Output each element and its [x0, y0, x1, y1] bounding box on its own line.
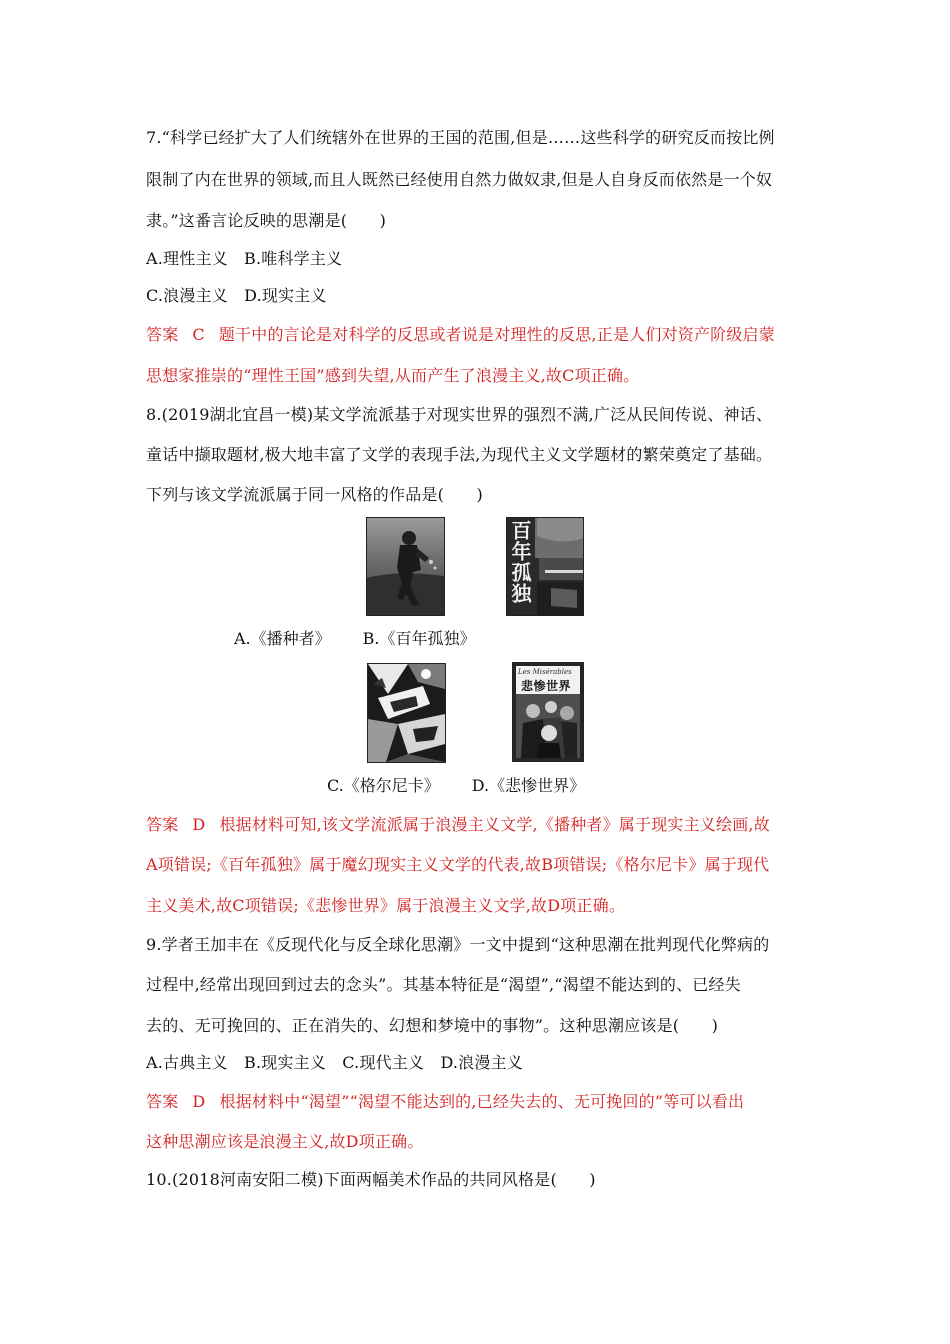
answer-label: 答案 — [146, 815, 179, 834]
q7-answer-line-1 — [146, 325, 775, 345]
answer-label: 答案 — [146, 1092, 179, 1111]
q8-stem-line-2: 童话中撷取题材,极大地丰富了文学的表现手法,为现代主义文学题材的繁荣奠定了基础。 — [146, 445, 773, 464]
answer-key: D — [192, 815, 206, 834]
q7-options-row-2: C.浪漫主义 D.现实主义 — [146, 286, 327, 305]
q8-answer-line-3: 主义美术,故C项错误;《悲惨世界》属于浪漫主义文学,故D项正确。 — [146, 896, 626, 915]
q8-answer-line-2: A项错误;《百年孤独》属于魔幻现实主义文学的代表,故B项错误;《格尔尼卡》属于现代 — [146, 855, 770, 874]
option-a-caption: A.《播种者》 — [234, 629, 331, 648]
q8-answer-line-1 — [146, 815, 770, 835]
q9-stem-line-2: 过程中,经常出现回到过去的念头”。其基本特征是“渴望”,“渴望不能达到的、已经失 — [146, 975, 741, 994]
q9-answer-line-2: 这种思潮应该是浪漫主义,故D项正确。 — [146, 1132, 424, 1151]
option-d-caption: D.《悲惨世界》 — [471, 776, 586, 795]
q8-caption-cd — [327, 776, 617, 796]
answer-key: C — [192, 325, 205, 344]
q7-answer-line-2: 思想家推崇的“理性王国”感到失望,从而产生了浪漫主义,故C项正确。 — [146, 366, 640, 385]
q7-stem-line-3: 隶。”这番言论反映的思潮是( ) — [146, 211, 387, 230]
answer-key: D — [192, 1092, 206, 1111]
book-d-title: 悲惨世界 — [521, 679, 572, 693]
q10-stem-line-1: 10.(2018河南安阳二模)下面两幅美术作品的共同风格是( ) — [146, 1170, 596, 1189]
answer-label: 答案 — [146, 325, 179, 344]
q9-stem-line-1: 9.学者王加丰在《反现代化与反全球化思潮》一文中提到“这种思潮在批判现代化弊病的 — [146, 935, 770, 954]
option-b-caption: B.《百年孤独》 — [362, 629, 476, 648]
answer-explanation: 根据材料可知,该文学流派属于浪漫主义文学,《播种者》属于现实主义绘画,故 — [219, 815, 770, 834]
q7-stem-line-2: 限制了内在世界的领域,而且人既然已经使用自然力做奴隶,但是人自身反而依然是一个奴 — [146, 170, 773, 189]
option-c-caption: C.《格尔尼卡》 — [327, 776, 440, 795]
guernica-painting-image — [367, 663, 446, 763]
q9-stem-line-3: 去的、无可挽回的、正在消失的、幻想和梦境中的事物”。这种思潮应该是( ) — [146, 1016, 719, 1035]
book-d-subtitle: Les Misérables — [518, 668, 572, 676]
q7-stem-line-1: 7.“科学已经扩大了人们统辖外在世界的王国的范围,但是……这些科学的研究反而按比例 — [146, 128, 775, 147]
q8-stem-line-1: 8.(2019湖北宜昌一模)某文学流派基于对现实世界的强烈不满,广泛从民间传说、神话、 — [146, 405, 773, 424]
answer-explanation: 根据材料中“渴望”“渴望不能达到的,已经失去的、无可挽回的”等可以看出 — [219, 1092, 745, 1111]
book-b-title: 百年孤独 — [508, 520, 532, 604]
q7-options-row-1: A.理性主义 B.唯科学主义 — [146, 249, 343, 268]
q9-answer-line-1 — [146, 1092, 744, 1112]
solitude-book-cover-image — [506, 517, 584, 616]
q9-options: A.古典主义 B.现实主义 C.现代主义 D.浪漫主义 — [146, 1053, 523, 1072]
q8-stem-line-3: 下列与该文学流派属于同一风格的作品是( ) — [146, 485, 483, 504]
sower-painting-image — [366, 517, 445, 616]
q8-caption-ab — [234, 629, 508, 649]
les-miserables-book-cover-image — [512, 662, 584, 762]
answer-explanation: 题干中的言论是对科学的反思或者说是对理性的反思,正是人们对资产阶级启蒙 — [218, 325, 775, 344]
